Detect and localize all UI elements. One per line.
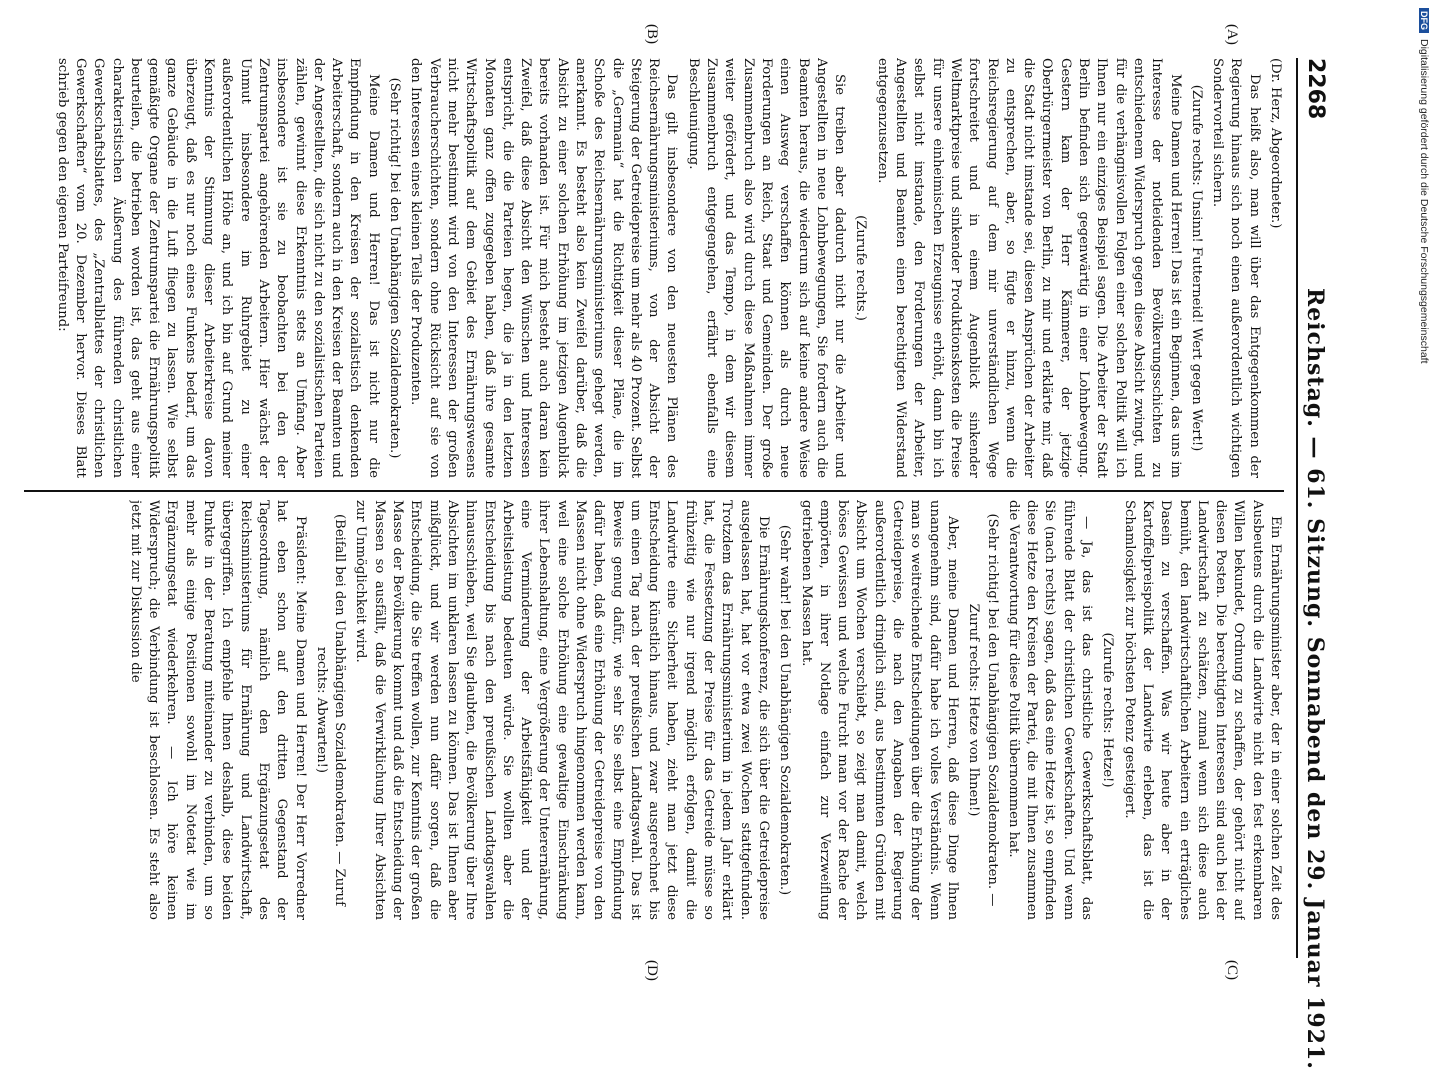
interjection: (Beifall bei den Unabhängigen Sozialdemokraten. — Zuruf rechts: Abwarten!) — [313, 514, 348, 906]
paragraph: Das heißt also, man will über das Entgegenkommen der Regierung hinaus sich noch einen außerordentlich wichtigen Sondervorteil sichern. — [1210, 58, 1262, 478]
quote-paragraph: Ein Ernährungsminister aber, der in einer solchen Zeit des Ausbeutens durch die Landwirte nicht den fest erkennbaren Willen bekundet, Ordnung zu schaffen, der gehört nicht auf diesen Posten. Die berechtigten Interessen sind auch bei der Landwirtschaft zu schätzen, zumal wenn sich diese auch bemüht, den landwirtschaftlichen Arbeitern ein erträgliches Dasein zu verschaffen. Was wir heute aber in der Kartoffelpreispolitik der Landwirte erleben, das ist die Schamlosigkeit zur höchsten Potenz gesteigert. — [1121, 500, 1283, 920]
right-column — [14, 500, 1284, 920]
interjection: (Sehr wahr! bei den Unabhängigen Sozialdemokraten.) — [777, 524, 793, 896]
dfg-logo: DFG — [1419, 8, 1429, 33]
paragraph: Sie treiben aber dadurch nicht nur die Arbeiter und Angestellten in neue Lohnbewegungen, Sie fordern auch die Beamten heraus, die wiederum sich auf keine andere Weise einen Ausweg verschaffen können als durch neue Forderungen an Reich, Staat und Gemeinden. Der große Zusammenbruch also wird durch diese Maßnahmen immer weiter gefördert, und das Tempo, in dem wir diesem Zusammenbruch entgegengehen, erfährt ebenfalls eine Beschleunigung. — [685, 58, 848, 478]
margin-marker-b: (B) — [644, 24, 660, 44]
margin-marker-c: (C) — [1224, 960, 1240, 980]
column-divider — [24, 490, 1284, 492]
paragraph: Das gilt insbesondere von den neuesten Plänen des Reichsernährungsministeriums, von der Absicht der Steigerung der Getreidepreise um mehr als 40 Prozent. Selbst die „Germania“ hat die Richtigkeit dieser Pläne, die im Schoße des Reichsernährungsministeriums gehegt werden, anerkannt. Es besteht also kein Zweifel darüber, daß die Absicht zu einer solchen Erhöhung im jetzigen Augenblick bereits vorhanden ist. Für mich besteht auch daran kein Zweifel, daß diese Absicht den Wünschen und Interessen entspricht, die die Parteien hegen, die ja in den letzten Monaten ganz offen zugegeben haben, daß ihre gesamte Wirtschaftspolitik auf dem Gebiet des Ernährungswesens nicht mehr bestimmt wird von den Interessen der großen Verbraucherschichten, sondern ohne Rücksicht auf sie von den Interessen eines kleinen Teils der Produzenten. — [408, 58, 680, 478]
paragraph: Meine Damen und Herren! Das ist nicht nur die Empfindung in den Kreisen der sozialistisch denkenden Arbeiterschaft, sondern auch in den Kreisen der Beamten und der Angestellten, die sich nicht zu den sozialistischen Parteien zählen, gewinnt diese Erkenntnis stets an Umfang. Aber insbesondere ist sie zu beobachten bei den der Zentrumspartei angehörenden Arbeitern. Hier wächst der Unmut insbesondere im Ruhrgebiet zu einer außerordentlichen Höhe an, und ich bin auf Grund meiner Kenntnis der Stimmung dieser Arbeiterkreise davon überzeugt, daß es nur noch eines Funkens bedarf, um das ganze Gebäude in die Luft fliegen zu lassen. Wie selbst gemäßigte Organe der Zentrumspartei die Ernährungspolitik beurteilen, die betrieben worden ist, das geht aus einer charakteristischen Äußerung des führenden christlichen Gewerkschaftsblattes, des „Zentralblattes der christlichen Gewerkschaften“ vom 20. Dezember hervor. Dieses Blatt schrieb gegen den eigenen Parteifreund: — [54, 58, 381, 478]
margin-marker-d: (D) — [644, 960, 660, 981]
digitization-notice — [1416, 0, 1434, 1000]
left-column — [14, 58, 1284, 478]
margin-marker-a: (A) — [1224, 24, 1240, 45]
interjection: (Zurufe rechts.) — [853, 215, 869, 321]
interjection: (Zurufe rechts: Hetze!) — [1100, 632, 1116, 788]
paragraph: Meine Damen und Herren! Das ist ein Beginnen, das uns im Interesse der notleidenden Bevölkerungsschichten zu entschiedenem Widerspruch gegen diese Absicht zwingt, und für die verhängnisvollen Folgen einer solchen Politik will ich Ihnen nur ein einziges Beispiel sagen. Die Arbeiter der Stadt Berlin befinden sich gegenwärtig in einer Lohnbewegung. Gestern kam der Herr Kämmerer, der jetzige Oberbürgermeister von Berlin, zu mir und erklärte mir, daß die Stadt nicht imstande sei, diesen Ansprüchen der Arbeiter zu entsprechen, aber, so fügte er hinzu, wenn die Reichsregierung auf dem mir unverständlichen Wege fortschreitet und in einem Augenblick sinkender Weltmarktpreise und sinkender Produktionskosten die Preise für unsere einheimischen Erzeugnisse erhöht, dann bin ich selbst nicht imstande, den Forderungen der Arbeiter, Angestellten und Beamten einen berechtigten Widerstand entgegenzusetzen. — [874, 58, 1183, 478]
digitization-notice-text: Digitalisierung gefördert durch die Deutsche Forschungsgemeinschaft — [1418, 39, 1430, 364]
president-paragraph: Präsident: Meine Damen und Herren! Der Herr Vorredner hat eben schon auf den dritten Gegenstand der Tagesordnung, nämlich den Ergänzungsetat des Reichsministeriums für Ernährung und Landwirtschaft, übergegriffen. Ich empfehle Ihnen deshalb, diese beiden Punkte in der Beratung miteinander zu verbinden, um so mehr als einige Positionen sowohl im Notetat wie im Ergänzungsetat wiederkehren. — Ich höre keinen Widerspruch; die Verbindung ist beschlossen. Es steht also jetzt mit zur Diskussion die — [127, 500, 308, 920]
interjection: (Sehr richtig! bei den Unabhängigen Sozialdemokraten. — Zuruf rechts: Hetze von Ihnen!) — [966, 513, 1000, 907]
paragraph: — Ja, das ist das christliche Gewerkschaftsblatt, das führende Blatt der christlichen Gewerkschaften. Und wenn Sie (nach rechts) sagen, daß das eine Hetze ist, so empfinden diese Hetze den Kreisen der Partei, die mit Ihnen zusammen die Verantwortung für diese Politik übernommen hat. — [1005, 500, 1095, 920]
paragraph: Die Ernährungskonferenz, die sich über die Getreidepreise ausgelassen hat, hat vor etwa zwei Wochen stattgefunden. Trotzdem das Ernährungsministerium in jedem Jahr erklärt hat, die Festsetzung der Preise für das Getreide müsse so frühzeitig wie nur irgend möglich erfolgen, damit die Landwirte eine Sicherheit haben, zieht man jetzt diese Entscheidung künstlich hinaus, und zwar ausgerechnet bis um einen Tag nach der preußischen Landtagswahl. Das ist Beweis genug dafür, wie sehr Sie selbst eine Empfindung dafür haben, daß eine Erhöhung der Getreidepreise von den Massen nicht ohne Widerspruch hingenommen werden kann, weil eine solche Erhöhung eine gewaltige Einschränkung ihrer Lebenshaltung, eine Vergrößerung der Unterernährung, eine Verminderung der Arbeitsfähigkeit und der Arbeitsleistung bedeuten würde. Sie wollten aber die Entscheidung bis nach den preußischen Landtagswahlen hinausschieben, weil Sie glaubten, die Bevölkerung über Ihre Absichten im unklaren lassen zu können. Das ist Ihnen aber mißglückt, und wir werden nun dafür sorgen, daß die Entscheidung, die Sie treffen wollen, zur Kenntnis der großen Masse der Bevölkerung kommt und daß die Entscheidung der Massen so ausfällt, daß die Verwirklichung Ihrer Absichten zur Unmöglichkeit wird. — [353, 500, 771, 920]
interjection: (Sehr richtig! bei den Unabhängigen Sozialdemokraten.) — [387, 77, 403, 459]
running-head: Reichstag. — 61. Sitzung. Sonnabend den 29. Januar 1921. — [1302, 288, 1328, 1070]
paragraph: Aber, meine Damen und Herren, daß diese Dinge Ihnen unangenehm sind, dafür habe ich volles Verständnis. Wenn man so weitreichende Entscheidungen über die Erhöhung der Getreidepreise, die nach den Angaben der Regierung außerordentlich dringlich sind, aus bestimmten Gründen mit Absicht um Wochen verschiebt, so zeigt man damit, welch böses Gewissen und welche Furcht man vor der Rache der empörten, in ihrer Notlage einfach zur Verzweiflung getriebenen Massen hat. — [798, 500, 960, 920]
interjection: (Zurufe rechts: Unsinn! Futterneid! Wert gegen Wert!) — [1188, 84, 1204, 452]
speaker-line: (Dr. Herz, Abgeordneter.) — [1268, 58, 1283, 229]
page-number: 2268 — [1303, 58, 1328, 120]
page-header — [1296, 58, 1332, 1070]
